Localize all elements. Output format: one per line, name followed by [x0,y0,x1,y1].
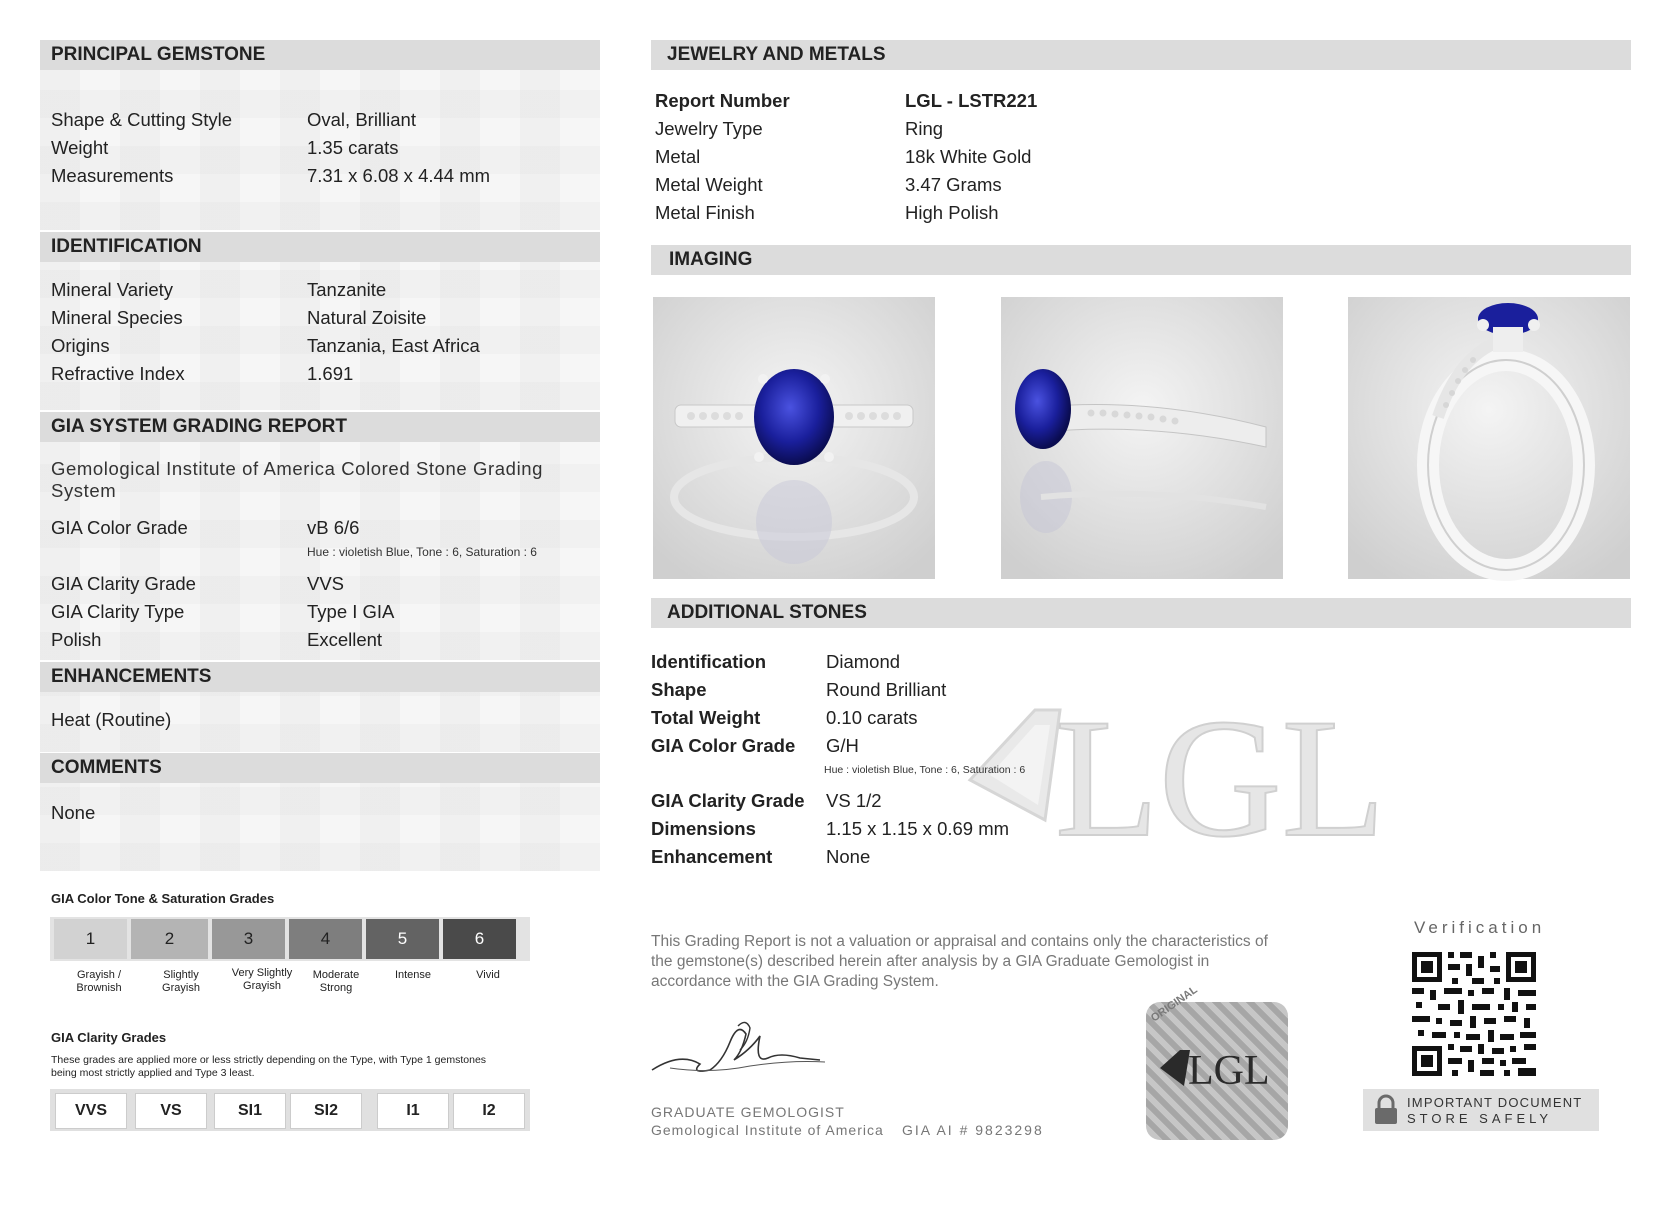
row-label: Jewelry Type [655,118,763,139]
row-value: 1.15 x 1.15 x 0.69 mm [826,818,1010,839]
seal-border-text: ORIGINAL [1148,983,1200,1025]
row-value: Diamond [826,651,901,672]
additional-stones-header: ADDITIONAL STONES [651,598,1631,628]
row-label: Dimensions [651,818,756,839]
additional-color-note: Hue : violetish Blue, Tone : 6, Saturation : 6 [824,764,1026,776]
enhancements-header: ENHANCEMENTS [40,662,600,692]
row-label: Weight [51,137,109,158]
ring-photo-top-view [653,297,935,579]
clarity-scale-desc: These grades are applied more or less strictly depending on the Type, with Type 1 gemstones being most strictly applied and Type 3 least. [51,1054,487,1079]
row-label: GIA Clarity Type [51,601,185,622]
clarity-grade-box: I1 [377,1093,449,1129]
clarity-scale-title: GIA Clarity Grades [51,1030,167,1045]
hologram-seal [1146,983,1288,1140]
gemologist-signature [650,1012,830,1092]
tone-label: Slightly Grayish [162,969,200,994]
tone-label: Intense [394,969,432,981]
tone-box: 1 [54,919,127,959]
row-label: Mineral Variety [51,279,174,300]
tone-label: Very Slightly Grayish [231,967,293,992]
gia-intro-text: Gemological Institute of America Colored Stone Grading System [51,458,544,501]
report-number-value: LGL - LSTR221 [905,90,1038,111]
clarity-grade-box: I2 [453,1093,525,1129]
tone-box: 3 [212,919,285,959]
tone-box: 2 [131,919,208,959]
clarity-grade-box: VS [135,1093,207,1129]
row-value: Ring [905,118,944,139]
row-value: Round Brilliant [826,679,947,700]
watermark-text: LGL [1055,684,1386,872]
row-value: VS 1/2 [826,790,882,811]
row-value: G/H [826,735,859,756]
gia-grading-header: GIA SYSTEM GRADING REPORT [40,412,600,442]
row-label: Total Weight [651,707,761,728]
row-value: 7.31 x 6.08 x 4.44 mm [307,165,491,186]
jewelry-header: JEWELRY AND METALS [651,40,1631,70]
tone-box: 6 [443,919,516,959]
clarity-scale-bar [50,1089,530,1131]
enhancements-value: Heat (Routine) [51,709,172,730]
ring-photo-side-view [1001,297,1283,579]
row-label: GIA Color Grade [51,517,188,538]
comments-value: None [51,802,96,823]
row-label: Metal Finish [655,202,755,223]
badge-line2: STORE SAFELY [1407,1111,1553,1126]
row-value: Type I GIA [307,601,395,622]
tone-box: 5 [366,919,439,959]
padlock-icon [1373,1094,1399,1126]
clarity-grade-box: VVS [55,1093,127,1129]
row-label: Metal [655,146,701,167]
row-value: Tanzania, East Africa [307,335,480,356]
gia-color-note: Hue : violetish Blue, Tone : 6, Saturation : 6 [307,545,537,559]
ring-photo-angled-view [1348,297,1630,579]
row-label: GIA Clarity Grade [651,790,805,811]
comments-watermark-bg [40,783,600,871]
comments-header: COMMENTS [40,753,600,783]
imaging-header: IMAGING [651,245,1631,275]
row-value: Excellent [307,629,383,650]
clarity-grade-box: SI2 [290,1093,362,1129]
important-document-badge [1363,1089,1599,1131]
signature-org: Gemological Institute of America [651,1122,884,1138]
tone-scale-bar [50,917,530,961]
tone-label: Moderate Strong [312,969,360,994]
report-number-label: Report Number [655,90,790,111]
row-value: 3.47 Grams [905,174,1002,195]
verification-qr-code[interactable] [1408,948,1540,1080]
row-label: Shape & Cutting Style [51,109,232,130]
row-value: High Polish [905,202,999,223]
row-value: Oval, Brilliant [307,109,416,130]
row-value: 18k White Gold [905,146,1032,167]
row-value: 1.35 carats [307,137,399,158]
row-label: Mineral Species [51,307,183,328]
verification-title: Verification [1414,918,1546,937]
row-value: vB 6/6 [307,517,360,538]
tone-box: 4 [289,919,362,959]
row-label: Polish [51,629,102,650]
row-label: Origins [51,335,110,356]
principal-gemstone-header: PRINCIPAL GEMSTONE [40,40,600,70]
row-value: None [826,846,871,867]
row-label: Shape [651,679,707,700]
row-value: VVS [307,573,345,594]
row-label: GIA Clarity Grade [51,573,196,594]
row-label: Enhancement [651,846,773,867]
row-value: Tanzanite [307,279,387,300]
identification-header: IDENTIFICATION [40,232,600,262]
clarity-grade-box: SI1 [214,1093,286,1129]
seal-text: LGL [1188,1048,1270,1094]
row-value: 0.10 carats [826,707,918,728]
signature-title: GRADUATE GEMOLOGIST [651,1104,845,1120]
tone-scale-title: GIA Color Tone & Saturation Grades [51,891,275,906]
row-label: GIA Color Grade [651,735,796,756]
tone-label: Grayish / Brownish [76,969,122,994]
disclaimer-text: This Grading Report is not a valuation or appraisal and contains only the characteristics of the gemstone(s) described herein after analysis by a GIA Graduate Gemologist in accordance with the GIA Grading System. [651,933,1268,990]
row-label: Measurements [51,165,174,186]
row-label: Identification [651,651,767,672]
gia-ai-number: GIA AI # 9823298 [902,1122,1044,1138]
badge-line1: IMPORTANT DOCUMENT [1407,1095,1583,1110]
row-label: Refractive Index [51,363,185,384]
tone-label: Vivid [476,969,500,981]
row-label: Metal Weight [655,174,763,195]
row-value: Natural Zoisite [307,307,427,328]
row-value: 1.691 [307,363,354,384]
